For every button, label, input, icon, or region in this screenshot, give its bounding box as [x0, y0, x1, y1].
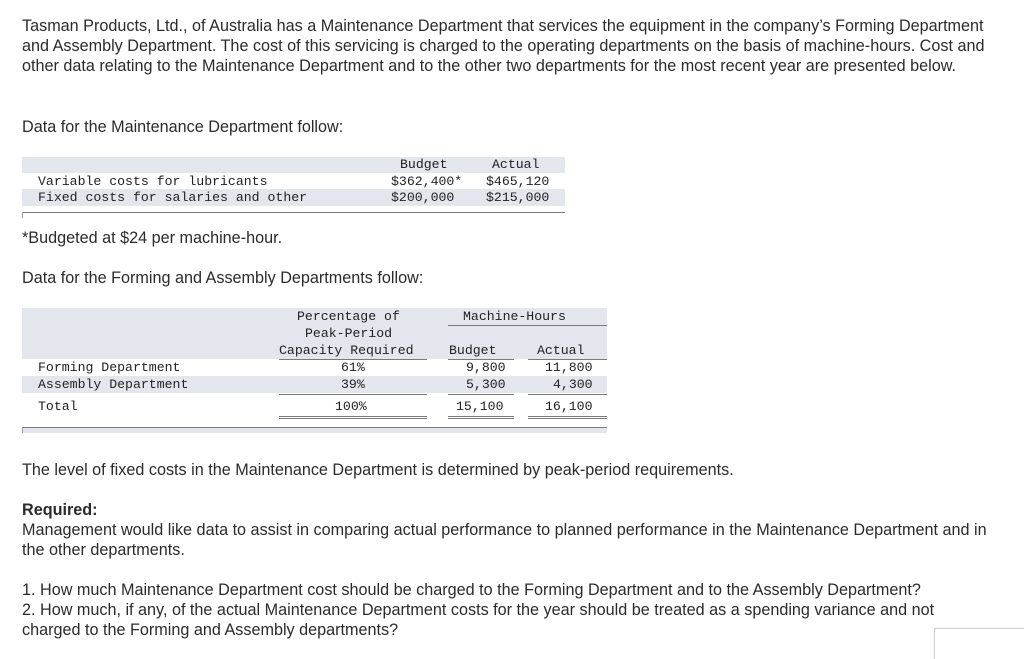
departments-row-actual: 11,800: [545, 360, 593, 375]
maintenance-row-budget: $362,400*: [391, 174, 463, 189]
fixed-cost-note: The level of fixed costs in the Maintenance Department is determined by peak-period requirements.: [22, 461, 734, 479]
intro-paragraph: Tasman Products, Ltd., of Australia has a Maintenance Department that services the equipment in the company’s Forming Department and Assembly Department. The cost of this servicing is charged to the operating departments on the basis of machine-hours. Cost and other data relating to the Maintenance Department and to the other two departments for the most recent year are presented below.: [22, 17, 985, 75]
question-1: 1. How much Maintenance Department cost should be charged to the Forming Department and to the Assembly Department?: [22, 581, 921, 599]
departments-row-budget: 9,800: [466, 360, 506, 375]
departments-row-budget: 5,300: [466, 377, 506, 392]
maintenance-row-label: Fixed costs for salaries and other: [38, 190, 308, 205]
departments-row-actual: 4,300: [553, 377, 593, 392]
required-label: Required:: [22, 501, 98, 519]
departments-col-pct-line3: Capacity Required: [279, 343, 414, 358]
departments-total-label: Total: [38, 399, 78, 414]
footnote: *Budgeted at $24 per machine-hour.: [22, 229, 283, 247]
maintenance-row-actual: $465,120: [486, 174, 550, 189]
departments-row-label: Forming Department: [38, 360, 181, 375]
question-2: 2. How much, if any, of the actual Maintenance Department costs for the year should be treated as a spending variance and not charged to the Forming and Assembly departments?: [22, 601, 935, 639]
departments-row-label: Assembly Department: [38, 377, 189, 392]
maintenance-col-budget: Budget: [400, 157, 448, 172]
departments-row-pct: 61%: [341, 360, 365, 375]
departments-col-actual: Actual: [537, 343, 585, 358]
departments-total-budget: 15,100: [456, 399, 504, 414]
maintenance-col-actual: Actual: [492, 157, 540, 172]
required-text: Management would like data to assist in comparing actual performance to planned performance in the Maintenance Department and in the other departments.: [22, 521, 987, 559]
answer-panel-edge[interactable]: [934, 628, 1024, 659]
departments-heading: Data for the Forming and Assembly Departments follow:: [22, 269, 424, 287]
maintenance-row-label: Variable costs for lubricants: [38, 174, 268, 189]
departments-total-actual: 16,100: [545, 399, 593, 414]
maintenance-heading: Data for the Maintenance Department follow:: [22, 118, 344, 136]
departments-col-pct-line1: Percentage of: [297, 309, 400, 324]
departments-col-budget: Budget: [449, 343, 497, 358]
departments-total-pct: 100%: [335, 399, 367, 414]
departments-col-group: Machine-Hours: [463, 309, 566, 324]
departments-row-pct: 39%: [341, 377, 365, 392]
maintenance-row-budget: $200,000: [391, 190, 455, 205]
departments-col-pct-line2: Peak-Period: [305, 326, 393, 341]
maintenance-row-actual: $215,000: [486, 190, 550, 205]
